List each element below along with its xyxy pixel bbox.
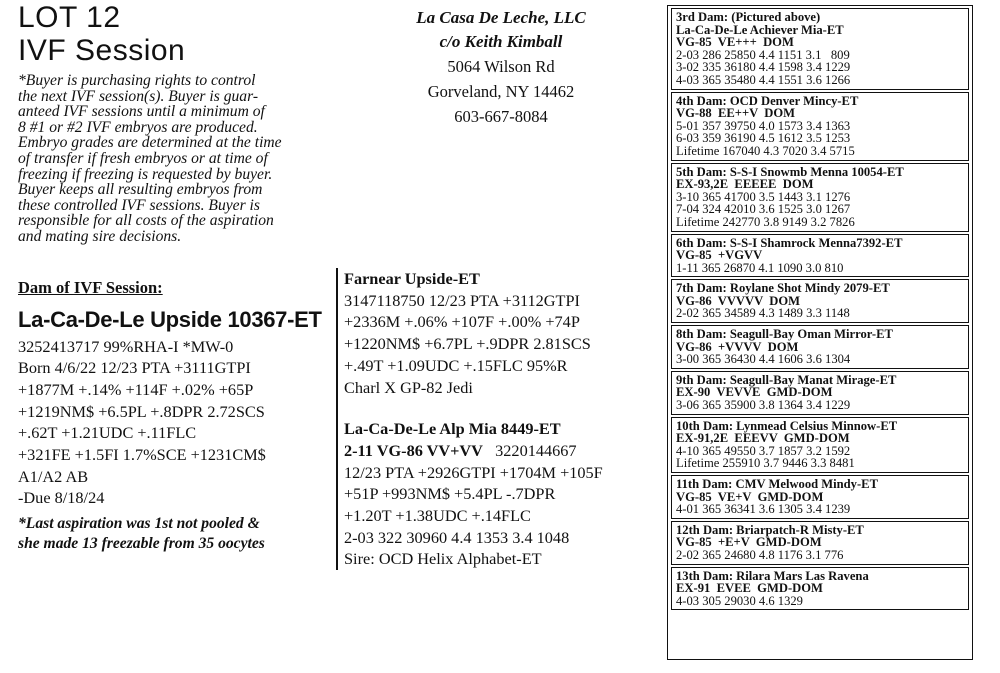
- dam-detail-line: Born 4/6/22 12/23 PTA +3111GTPI: [18, 358, 251, 378]
- note-line: she made 13 freezable from 35 oocytes: [18, 535, 265, 553]
- granddam-line: 12/23 PTA +2926GTPI +1704M +105F: [344, 462, 603, 482]
- dam-detail-line: 3252413717 99%RHA-I *MW-0: [18, 336, 234, 356]
- consignor-phone: 603-667-8084: [454, 107, 548, 126]
- granddam-classification: 2-11 VG-86 VV+VV: [344, 440, 483, 460]
- ancestor-dam-block: [671, 475, 969, 519]
- ancestor-dam-title: 3rd Dam: (Pictured above): [676, 10, 821, 24]
- ancestor-dam-classification: VG-86 +VVVV DOM: [676, 339, 799, 354]
- ancestor-dam-record: 3-10 365 41700 3.5 1443 3.1 1276: [676, 189, 851, 204]
- dam-detail-line: +1877M +.14% +114F +.02% +65P: [18, 379, 254, 399]
- consignor-name: La Casa De Leche, LLC: [416, 8, 586, 27]
- consignor-city: Gorveland, NY 14462: [427, 82, 575, 101]
- ancestor-dam-record: 7-04 324 42010 3.6 1525 3.0 1267: [676, 202, 851, 217]
- ancestor-dam-classification: EX-91,2E EEEVV GMD-DOM: [676, 431, 850, 446]
- ancestor-dam-record: 3-00 365 36430 4.4 1606 3.6 1304: [676, 352, 851, 367]
- ancestor-dam-title: 11th Dam: CMV Melwood Mindy-ET: [676, 477, 878, 491]
- ancestor-dam-block: [671, 163, 969, 232]
- terms-paragraph: [18, 73, 336, 245]
- dam-detail-line: +.62T +1.21UDC +.11FLC: [18, 423, 197, 443]
- ancestor-dam-block: [671, 325, 969, 369]
- terms-line: these controlled IVF sessions. Buyer is: [18, 196, 260, 214]
- pedigree-box: [667, 5, 973, 660]
- sire-line: +.49T +1.09UDC +.15FLC 95%R: [344, 355, 568, 375]
- ancestor-dam-classification: EX-90 VEVVE GMD-DOM: [676, 385, 833, 400]
- ancestor-dam-classification: VG-85 VE+++ DOM: [676, 35, 794, 50]
- ancestor-dam-block: [671, 92, 969, 161]
- terms-line: 8 #1 or #2 IVF embryos are produced.: [18, 118, 258, 136]
- consignor-street: 5064 Wilson Rd: [447, 57, 555, 76]
- terms-line: of transfer if fresh embryos or at time of: [18, 149, 268, 167]
- note-line: *Last aspiration was 1st not pooled &: [18, 515, 260, 533]
- ancestor-dam-title: 6th Dam: S-S-I Shamrock Menna7392-ET: [676, 235, 903, 250]
- sire-block: [336, 268, 603, 570]
- terms-line: responsible for all costs of the aspiration: [18, 212, 274, 230]
- sire-line: 3147118750 12/23 PTA +3112GTPI: [344, 290, 580, 310]
- granddam-line: +1.20T +1.38UDC +.14FLC: [344, 506, 531, 526]
- ancestor-dam-record: 2-02 365 24680 4.8 1176 3.1 776: [676, 547, 844, 562]
- pedigree-list: [671, 8, 969, 656]
- ancestor-dam-title: 13th Dam: Rilara Mars Las Ravena: [676, 568, 869, 583]
- ancestor-dam-title: 4th Dam: OCD Denver Mincy-ET: [676, 93, 859, 108]
- consignor-block: [356, 0, 646, 129]
- dam-detail-line: A1/A2 AB: [18, 466, 89, 486]
- aspiration-note: [18, 514, 336, 554]
- terms-line: and mating sire decisions.: [18, 227, 182, 245]
- dam-detail-line: -Due 8/18/24: [18, 488, 105, 508]
- ancestor-dam-title: 9th Dam: Seagull-Bay Manat Mirage-ET: [676, 372, 897, 387]
- ancestor-dam-title: 10th Dam: Lynmead Celsius Minnow-ET: [676, 418, 898, 433]
- dam-detail-line: +321FE +1.5FI 1.7%SCE +1231CM$: [18, 445, 266, 465]
- ancestor-dam-classification: VG-85 VE+V GMD-DOM: [676, 489, 824, 504]
- ancestor-dam-title: 7th Dam: Roylane Shot Mindy 2079-ET: [676, 281, 890, 296]
- ancestor-dam-record: Lifetime 167040 4.3 7020 3.4 5715: [676, 143, 855, 158]
- granddam-line: Sire: OCD Helix Alphabet-ET: [344, 549, 542, 569]
- ancestor-dam-block: [671, 417, 969, 473]
- granddam-line: 2-03 322 30960 4.4 1353 3.4 1048: [344, 527, 570, 547]
- ancestor-dam-classification: VG-86 VVVVV DOM: [676, 293, 801, 308]
- granddam-name: La-Ca-De-Le Alp Mia 8449-ET: [344, 419, 561, 439]
- terms-line: freezing if freezing is requested by buyer.: [18, 165, 273, 183]
- middle-column: [336, 0, 666, 569]
- terms-line: *Buyer is purchasing rights to control: [18, 72, 256, 89]
- ancestor-dam-classification: EX-93,2E EEEEE DOM: [676, 177, 814, 192]
- dam-name: La-Ca-De-Le Upside 10367-ET: [18, 306, 322, 332]
- ancestor-dam-record: 3-02 335 36180 4.4 1598 3.4 1229: [676, 60, 851, 75]
- ancestor-dam-block: [671, 371, 969, 415]
- ancestor-dam-record: Lifetime 255910 3.7 9446 3.3 8481: [676, 456, 855, 471]
- ancestor-dam-block: [671, 521, 969, 565]
- ancestor-dam-block: [671, 279, 969, 323]
- ancestor-dam-record: 2-03 286 25850 4.4 1151 3.1 809: [676, 47, 850, 62]
- ancestor-dam-classification: VG-85 +E+V GMD-DOM: [676, 535, 822, 550]
- ancestor-dam-classification: VG-88 EE++V DOM: [676, 106, 796, 121]
- ancestor-dam-name: La-Ca-De-Le Achiever Mia-ET: [676, 22, 844, 37]
- granddam-line: +51P +993NM$ +5.4PL -.7DPR: [344, 484, 556, 504]
- dam-detail-line: +1219NM$ +6.5PL +.8DPR 2.72SCS: [18, 401, 265, 421]
- ancestor-dam-title: 8th Dam: Seagull-Bay Oman Mirror-ET: [676, 327, 893, 342]
- lot-number: LOT 12: [18, 1, 121, 34]
- dam-details: [18, 336, 336, 510]
- ancestor-dam-record: 4-03 365 35480 4.4 1551 3.6 1266: [676, 72, 851, 87]
- ancestor-dam-record: Lifetime 242770 3.8 9149 3.2 7826: [676, 214, 855, 229]
- ancestor-dam-title: 12th Dam: Briarpatch-R Misty-ET: [676, 522, 864, 537]
- ancestor-dam-record: 5-01 357 39750 4.0 1573 3.4 1363: [676, 118, 851, 133]
- ancestor-dam-record: 4-01 365 36341 3.6 1305 3.4 1239: [676, 502, 851, 517]
- ancestor-dam-record: 1-11 365 26870 4.1 1090 3.0 810: [676, 260, 844, 275]
- sire-line: +1220NM$ +6.7PL +.9DPR 2.81SCS: [344, 334, 591, 354]
- granddam-class-line: [344, 440, 603, 462]
- granddam-registration: 3220144667: [482, 440, 577, 460]
- ancestor-dam-record: 4-10 365 49550 3.7 1857 3.2 1592: [676, 443, 851, 458]
- ancestor-dam-block: [671, 8, 969, 90]
- terms-line: anteed IVF sessions until a minimum of: [18, 103, 265, 121]
- ancestor-dam-record: 3-06 365 35900 3.8 1364 3.4 1229: [676, 398, 851, 413]
- ancestor-dam-block: [671, 567, 969, 611]
- sire-line: +2336M +.06% +107F +.00% +74P: [344, 312, 580, 332]
- sire-line: Charl X GP-82 Jedi: [344, 377, 473, 397]
- ancestor-dam-record: 2-02 365 34589 4.3 1489 3.3 1148: [676, 306, 850, 321]
- terms-line: Embryo grades are determined at the time: [18, 134, 282, 152]
- session-title: IVF Session: [18, 34, 186, 67]
- consignor-contact: c/o Keith Kimball: [439, 32, 563, 51]
- granddam-block: [344, 418, 603, 570]
- ancestor-dam-classification: VG-85 +VGVV: [676, 248, 763, 263]
- ancestor-dam-classification: EX-91 EVEE GMD-DOM: [676, 581, 823, 596]
- terms-line: Buyer keeps all resulting embryos from: [18, 181, 263, 199]
- sire-name: Farnear Upside-ET: [344, 269, 480, 288]
- dam-heading: Dam of IVF Session:: [18, 277, 163, 297]
- lot-column: [18, 0, 336, 554]
- ancestor-dam-block: [671, 234, 969, 278]
- ancestor-dam-title: 5th Dam: S-S-I Snowmb Menna 10054-ET: [676, 164, 904, 179]
- ancestor-dam-record: 4-03 305 29030 4.6 1329: [676, 593, 803, 608]
- terms-line: the next IVF session(s). Buyer is guar-: [18, 87, 259, 105]
- ancestor-dam-record: 6-03 359 36190 4.5 1612 3.5 1253: [676, 131, 851, 146]
